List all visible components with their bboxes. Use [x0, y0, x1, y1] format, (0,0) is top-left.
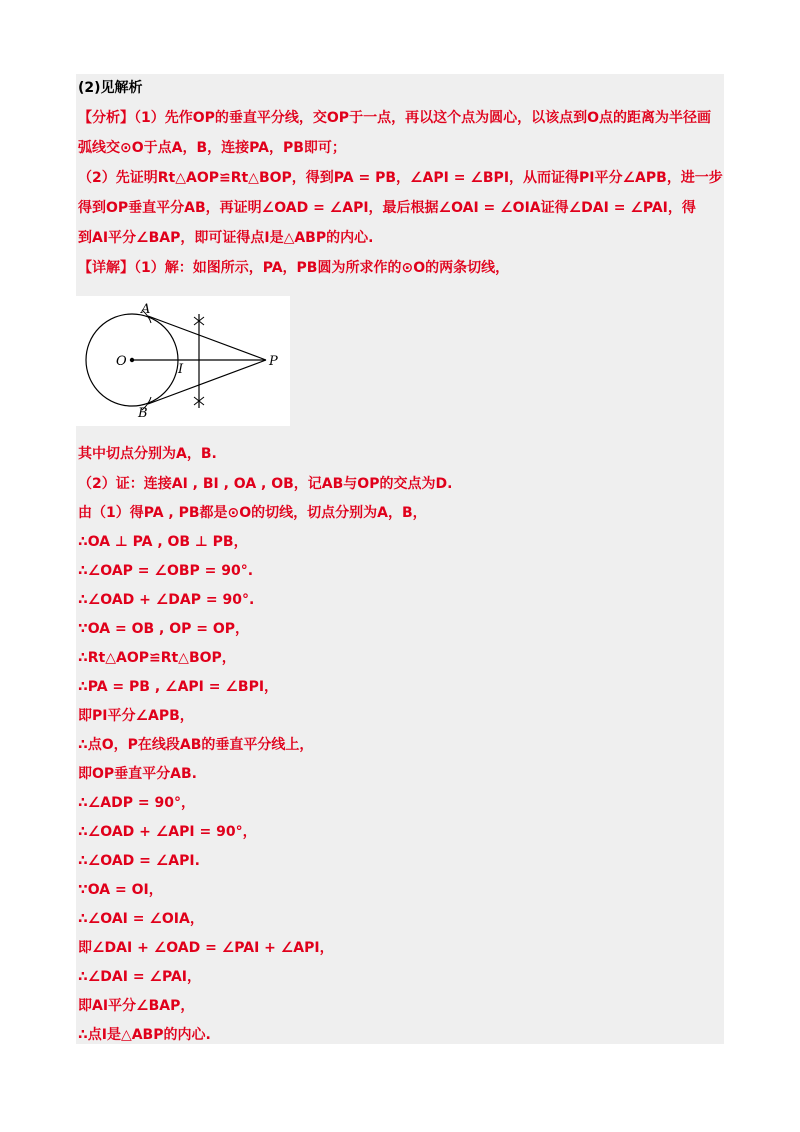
proof-line-10: ∴点O，P在线段AB的垂直平分线上，	[78, 737, 314, 753]
proof-line-19: 即AI平分∠BAP，	[78, 998, 195, 1014]
answer-line: (2)见解析	[78, 80, 143, 96]
proof-line-15: ∵OA = OI，	[78, 882, 163, 898]
label-b: B	[138, 406, 148, 421]
analysis-line-5: 到AI平分∠BAP，即可证得点I是△ABP的内心.	[78, 230, 374, 246]
detail-line-2: 其中切点分别为A，B.	[78, 446, 217, 462]
proof-line-14: ∴∠OAD = ∠API.	[78, 853, 200, 869]
proof-line-11: 即OP垂直平分AB.	[78, 766, 197, 782]
label-p: P	[269, 354, 278, 369]
analysis-line-3: （2）先证明Rt△AOP≌Rt△BOP，得到PA = PB，∠API = ∠BPI，从而证得PI平分∠APB，进一步	[78, 170, 723, 186]
proof-line-6: ∵OA = OB , OP = OP，	[78, 621, 250, 637]
analysis-line-1: 【分析】（1）先作OP的垂直平分线，交OP于一点，再以这个点为圆心，以该点到O点的距离为半径画	[78, 110, 711, 126]
tangent-pb	[148, 360, 266, 404]
proof-line-13: ∴∠OAD + ∠API = 90°，	[78, 824, 257, 840]
proof-line-9: 即PI平分∠APB，	[78, 708, 194, 724]
circle-tangent-diagram	[76, 296, 290, 426]
proof-line-20: ∴点I是△ABP的内心.	[78, 1027, 211, 1043]
center-point	[130, 358, 134, 362]
proof-line-3: ∴OA ⊥ PA , OB ⊥ PB，	[78, 534, 248, 550]
proof-line-8: ∴PA = PB , ∠API = ∠BPI，	[78, 679, 279, 695]
proof-line-17: 即∠DAI + ∠OAD = ∠PAI + ∠API，	[78, 940, 334, 956]
proof-line-16: ∴∠OAI = ∠OIA，	[78, 911, 204, 927]
analysis-line-2: 弧线交⊙O于点A，B，连接PA，PB即可；	[78, 140, 346, 156]
label-i: I	[178, 362, 184, 377]
geometry-figure	[76, 296, 290, 426]
proof-line-18: ∴∠DAI = ∠PAI，	[78, 969, 202, 985]
proof-line-7: ∴Rt△AOP≌Rt△BOP，	[78, 650, 236, 666]
analysis-line-4: 得到OP垂直平分AB，再证明∠OAD = ∠API，最后根据∠OAI = ∠OIA证得∠DAI = ∠PAI，得	[78, 200, 696, 216]
detail-line-1: 【详解】（1）解：如图所示，PA，PB圆为所求作的⊙O的两条切线，	[78, 260, 510, 276]
proof-line-1: （2）证：连接AI , BI , OA , OB，记AB与OP的交点为D.	[78, 476, 453, 492]
proof-line-5: ∴∠OAD + ∠DAP = 90°.	[78, 592, 255, 608]
solution-panel	[76, 74, 724, 1044]
proof-line-2: 由（1）得PA , PB都是⊙O的切线，切点分别为A，B，	[78, 505, 427, 521]
proof-line-4: ∴∠OAP = ∠OBP = 90°.	[78, 563, 254, 579]
tangent-pa	[148, 316, 266, 360]
label-a: A	[141, 302, 151, 317]
label-o: O	[116, 354, 127, 369]
proof-line-12: ∴∠ADP = 90°，	[78, 795, 195, 811]
